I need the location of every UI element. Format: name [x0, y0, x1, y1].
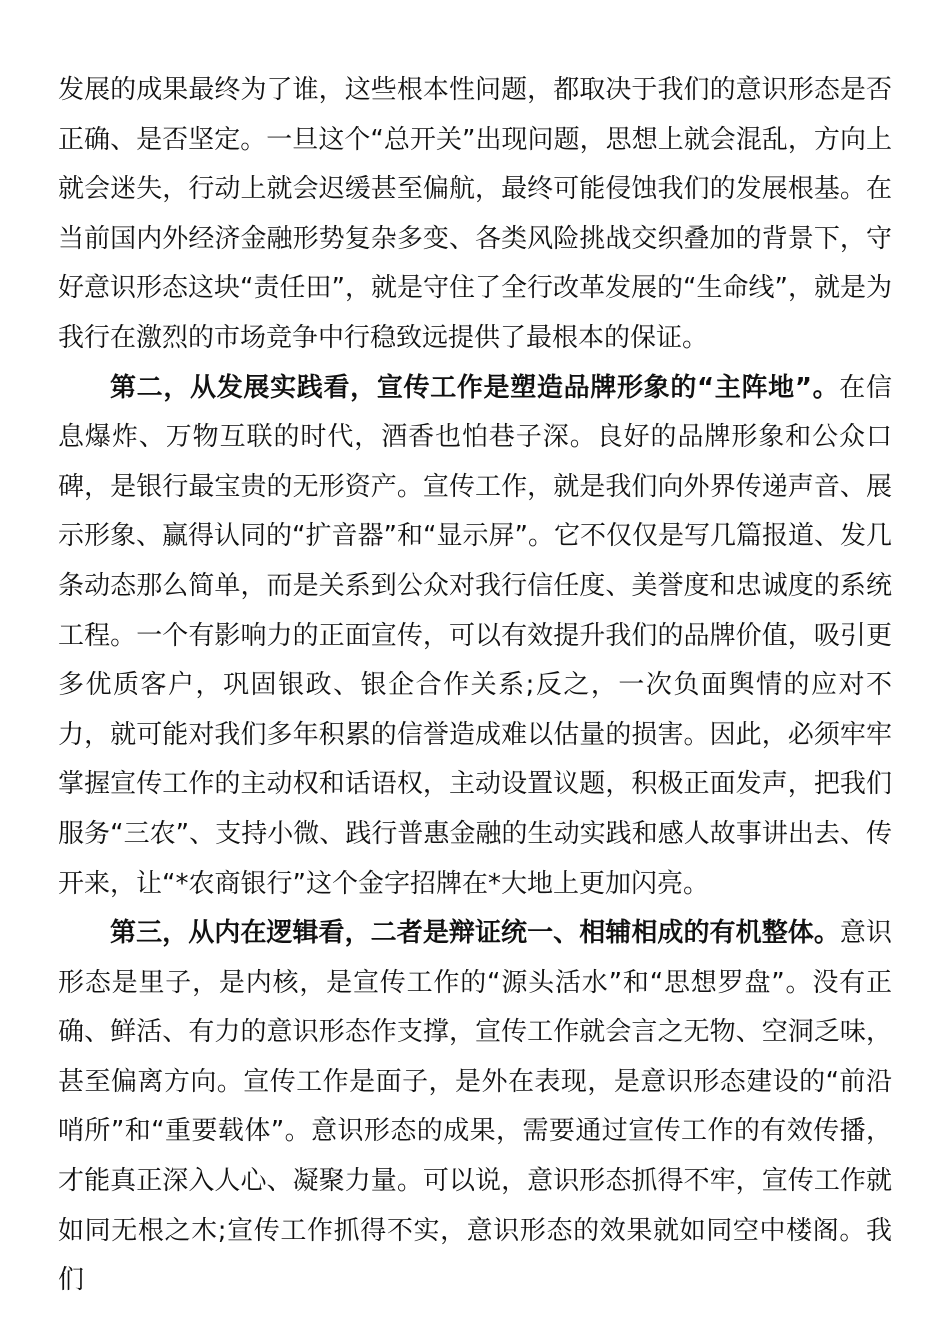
paragraph-2: [58, 364, 892, 910]
paragraph-3-heading: 第三，从内在逻辑看，二者是辩证统一、相辅相成的有机整体。: [110, 918, 840, 949]
paragraph-2-text: 在信息爆炸、万物互联的时代，酒香也怕巷子深。良好的品牌形象和公众口碑，是银行最宝贵的无形资产。宣传工作，就是我们向外界传递声音、展示形象、赢得认同的“扩音器”和“显示屏”。它不仅仅是写几篇报道、发几条动态那么简单，而是关系到公众对我行信任度、美誉度和忠诚度的系统工程。一个有影响力的正面宣传，可以有效提升我们的品牌价值，吸引更多优质客户，巩固银政、银企合作关系;反之，一次负面舆情的应对不力，就可能对我们多年积累的信誉造成难以估量的损害。因此，必须牢牢掌握宣传工作的主动权和话语权，主动设置议题，积极正面发声，把我们服务“三农”、支持小微、践行普惠金融的生动实践和感人故事讲出去、传开来，让“*农商银行”这个金字招牌在*大地上更加闪亮。: [58, 372, 892, 899]
paragraph-3-text: 意识形态是里子，是内核，是宣传工作的“源头活水”和“思想罗盘”。没有正确、鲜活、有力的意识形态作支撑，宣传工作就会言之无物、空洞乏味，甚至偏离方向。宣传工作是面子，是外在表现，是意识形态建设的“前沿哨所”和“重要载体”。意识形态的成果，需要通过宣传工作的有效传播，才能真正深入人心、凝聚力量。可以说，意识形态抓得不牢，宣传工作就如同无根之木;宣传工作抓得不实，意识形态的效果就如同空中楼阁。我们: [58, 918, 892, 1296]
document-page: [58, 66, 892, 1306]
paragraph-2-heading: 第二，从发展实践看，宣传工作是塑造品牌形象的“主阵地”。: [110, 372, 840, 403]
paragraph-1-text: 发展的成果最终为了谁，这些根本性问题，都取决于我们的意识形态是否正确、是否坚定。一旦这个“总开关”出现问题，思想上就会混乱，方向上就会迷失，行动上就会迟缓甚至偏航，最终可能侵蚀我们的发展根基。在当前国内外经济金融形势复杂多变、各类风险挑战交织叠加的背景下，守好意识形态这块“责任田”，就是守住了全行改革发展的“生命线”，就是为我行在激烈的市场竞争中行稳致远提供了最根本的保证。: [58, 75, 892, 353]
paragraph-3: [58, 909, 892, 1306]
paragraph-1: [58, 66, 892, 364]
